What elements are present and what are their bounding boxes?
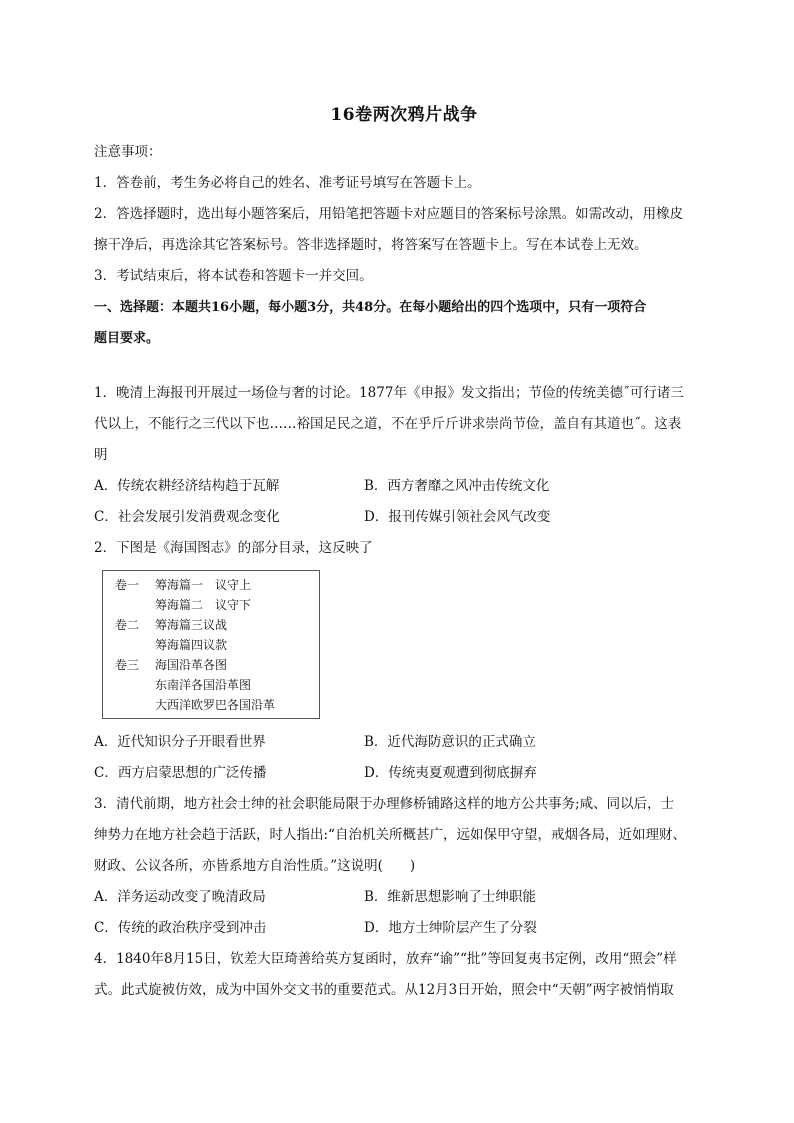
option-d[interactable]: D．报刊传媒引领社会风气改变 [364, 509, 551, 525]
option-c[interactable]: C．西方启蒙思想的广泛传播 [94, 765, 267, 781]
notice-item: 3．考试结束后，将本试卷和答题卡一并交回。 [94, 268, 373, 284]
catalog-entry: 东南洋各国沿革图 [155, 678, 252, 692]
question-1 [94, 378, 714, 533]
exam-page [94, 100, 714, 1006]
notice-item: 2．答选择题时，选出每小题答案后，用铅笔把答题卡对应题目的答案标号涂黑。如需改动，用橡皮 [94, 206, 684, 222]
option-row [94, 758, 714, 789]
option-c[interactable]: C．传统的政治秩序受到冲击 [94, 920, 267, 936]
notice-block [94, 137, 714, 292]
catalog-row [115, 615, 319, 635]
catalog-volume: 卷二 [115, 618, 140, 632]
question-stem-line: 3．清代前期，地方社会士绅的社会职能局限于办理修桥铺路这样的地方公共事务;咸、同以后，士 [94, 796, 675, 812]
catalog-row [115, 695, 319, 715]
catalog-volume: 卷三 [115, 658, 140, 672]
catalog-volume: 卷一 [115, 578, 140, 592]
section-heading-line: 题目要求。 [94, 331, 160, 346]
catalog-entry: 大西洋欧罗巴各国沿革 [155, 698, 276, 712]
section-heading [94, 292, 714, 354]
question-stem-line: 1．晚清上海报刊开展过一场俭与奢的讨论。1877年《申报》发文指出；节俭的传统美德˝可行诸三 [94, 385, 684, 401]
question-4 [94, 944, 714, 1006]
option-a[interactable]: A．近代知识分子开眼看世界 [94, 734, 266, 750]
question-stem-line: 明 [94, 447, 108, 463]
page-title: 16卷两次鸦片战争 [330, 105, 478, 125]
catalog-entry: 海国沿革各图 [155, 658, 228, 672]
option-b[interactable]: B．近代海防意识的正式确立 [364, 734, 536, 750]
catalog-row [115, 655, 319, 675]
option-d[interactable]: D．传统夷夏观遭到彻底摒弃 [364, 765, 537, 781]
catalog-figure [102, 570, 320, 719]
catalog-row [115, 675, 319, 695]
option-row [94, 882, 714, 913]
catalog-row [115, 575, 319, 595]
question-stem-line: 4．1840年8月15日，钦差大臣琦善给英方复函时，放弃“谕”“批”等回复夷书定例，改用“照会”样 [94, 951, 677, 967]
question-2 [94, 533, 714, 789]
option-row [94, 727, 714, 758]
option-row [94, 502, 714, 533]
section-heading-line: 一、选择题：本题共16小题，每小题3分，共48分。在每小题给出的四个选项中，只有一项符合 [94, 300, 647, 315]
question-stem-line: 绅势力在地方社会趋于活跃，时人指出:“自治机关所概甚广，远如保甲守望，戒烟各局，近如理财、 [94, 827, 686, 843]
catalog-entry: 筹海篇二 议守下 [155, 598, 252, 612]
option-b[interactable]: B．维新思想影响了士绅职能 [364, 889, 536, 905]
catalog-entry: 筹海篇四议款 [155, 638, 228, 652]
catalog-entry: 筹海篇三议战 [155, 618, 228, 632]
option-b[interactable]: B．西方奢靡之风冲击传统文化 [364, 478, 550, 494]
notice-heading: 注意事项： [94, 144, 162, 160]
question-stem-line: 式。此式旋被仿效，成为中国外交文书的重要范式。从12月3日开始，照会中“天朝”两字被悄悄取 [94, 982, 674, 998]
catalog-row [115, 595, 319, 615]
question-stem-line: 2．下图是《海国图志》的部分目录，这反映了 [94, 540, 373, 556]
option-row [94, 913, 714, 944]
option-c[interactable]: C．社会发展引发消费观念变化 [94, 509, 280, 525]
notice-item: 擦干净后，再选涂其它答案标号。答非选择题时，将答案写在答题卡上。写在本试卷上无效。 [94, 237, 648, 253]
option-a[interactable]: A．洋务运动改变了晚清政局 [94, 889, 266, 905]
option-a[interactable]: A．传统农耕经济结构趋于瓦解 [94, 478, 280, 494]
notice-item: 1．答卷前，考生务必将自己的姓名、准考证号填写在答题卡上。 [94, 175, 481, 191]
option-row [94, 471, 714, 502]
question-stem-line: 财政、公议各所，亦皆系地方自治性质。”这说明( ) [94, 858, 416, 874]
catalog-entry: 筹海篇一 议守上 [155, 578, 252, 592]
option-d[interactable]: D．地方士绅阶层产生了分裂 [364, 920, 537, 936]
question-3 [94, 789, 714, 944]
question-stem-line: 代以上，不能行之三代以下也……裕国足民之道，不在乎斤斤讲求崇尚节俭，盖自有其道也˝。这表 [94, 416, 682, 432]
catalog-row [115, 635, 319, 655]
